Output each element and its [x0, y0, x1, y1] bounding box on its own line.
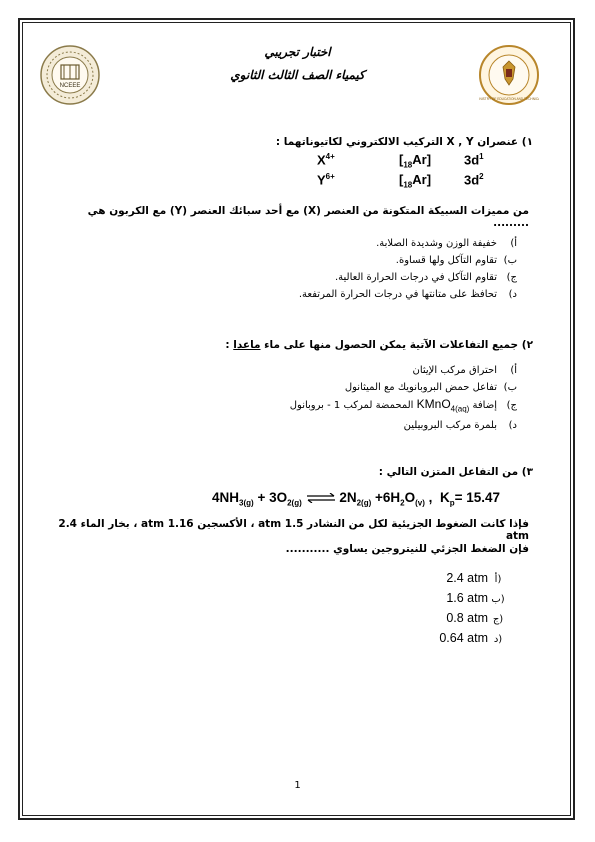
q1-stem-text: عنصران X , Y التركيب الالكتروني لكاتيوناتهما :	[275, 136, 519, 148]
ministry-logo-text: MINISTRY OF EDUCATION AND TECHNICAL	[479, 97, 539, 101]
q2-option-b[interactable]: ب)تفاعل حمض البروبانويك مع الميثانول	[344, 382, 517, 393]
q1-shell-x: $3d^1$	[464, 152, 484, 168]
q3-option-d[interactable]: 0.64 atm د)	[439, 631, 503, 645]
q1-option-b[interactable]: ب)تقاوم التآكل ولها قساوة.	[395, 255, 517, 266]
q1-shell-y: $3d^2$	[464, 172, 484, 188]
q1-core-y: $[_{18}Ar]$	[399, 172, 432, 190]
q3-option-c[interactable]: 0.8 atm ج)	[446, 611, 504, 625]
q3-options	[430, 568, 508, 648]
nceee-logo	[40, 45, 100, 105]
q2-option-a[interactable]: أ)احتراق مركب الإيثان	[412, 365, 517, 376]
exam-title: اختبار تجريبي	[264, 45, 331, 59]
q3-number: ٣)	[521, 466, 533, 478]
q3-option-a[interactable]: 2.4 atm أ)	[446, 571, 502, 585]
q2-option-d[interactable]: د)بلمرة مركب البروبيلين	[403, 420, 517, 432]
q1-option-d[interactable]: د)تحافظ على متانتها في درجات الحرارة المرتفعة.	[298, 289, 517, 300]
q2-stem: ٢) جميع التفاعلات الآتية يمكن الحصول منها على ماء ماعدا :	[225, 339, 533, 351]
q3-option-b[interactable]: 1.6 atm ب)	[446, 591, 505, 605]
q1-core-x: $[_{18}Ar]$	[399, 152, 432, 170]
q3-stem: ٣) من التفاعل المتزن التالي :	[378, 466, 533, 478]
q1-stem	[113, 136, 533, 148]
q1-question: من مميزات السبيكة المتكونة من العنصر (X) مع أحد سبائك العنصر (Y) مع الكربون هي .........	[87, 205, 529, 229]
q2-options	[187, 362, 517, 434]
q3-question: فإن الضغط الجزئي للنيتروجين يساوي ...........	[285, 543, 529, 555]
q1-number: ١)	[521, 136, 533, 148]
q3-equation: $4NH_{3(g)} + 3O_{2(g)}$ $2N_{2(g)} +6H_2O_{(v)}$ , $K_p= 15.47$	[212, 490, 500, 508]
ministry-logo	[479, 45, 539, 105]
q2-number: ٢)	[521, 339, 533, 351]
q2-except-word: ماعدا	[233, 339, 261, 351]
equilibrium-arrow-icon	[306, 493, 336, 503]
page-number: 1	[294, 780, 301, 791]
q1-ion-x: $X^{4+}$	[317, 152, 335, 168]
exam-subtitle: كيمياء الصف الثالث الثانوي	[230, 68, 365, 82]
nceee-logo-text: NCEEE	[59, 83, 81, 89]
q3-given-pressures: فإذا كانت الضغوط الجزيئية لكل من النشادر 1.5 atm ، الأكسجين 1.16 atm ، بخار الماء 2.4 atm	[58, 518, 529, 542]
q1-options	[187, 235, 517, 303]
q2-option-c[interactable]: ج)إضافة KMnO$_{4(aq)}$ المحمضة لمركب 1 - بروبانول	[289, 397, 517, 414]
q1-ion-y: $Y^{6+}$	[317, 172, 335, 188]
q1-option-c[interactable]: ج)تقاوم التآكل في درجات الحرارة العالية.	[334, 272, 517, 283]
q1-option-a[interactable]: أ)خفيفة الوزن وشديدة الصلابة.	[376, 238, 517, 249]
